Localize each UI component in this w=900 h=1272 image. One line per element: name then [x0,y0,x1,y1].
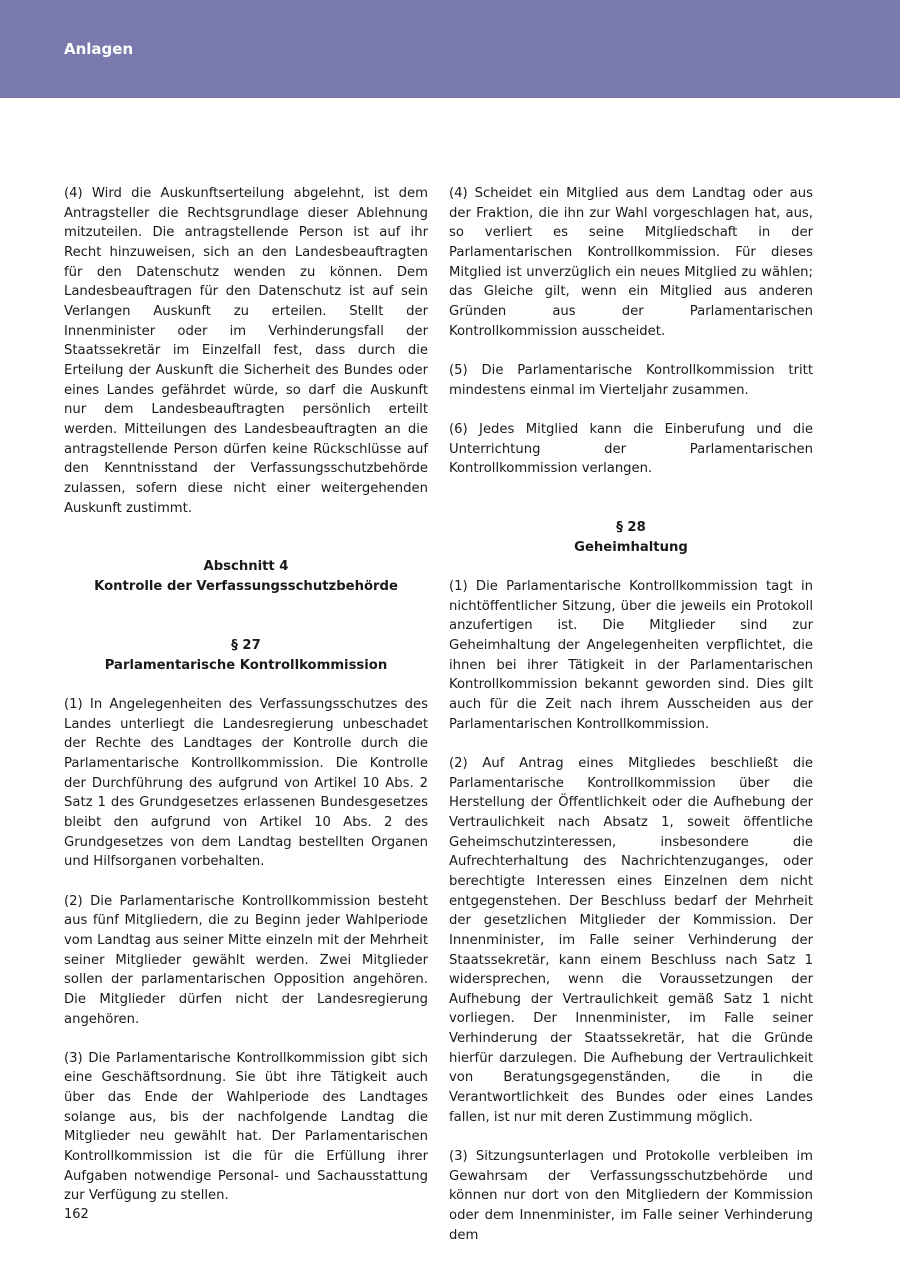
paragraph-26-4: (4) Wird die Auskunftserteilung abgelehnt, ist dem Antragsteller die Rechtsgrundlage dieser Ablehnung mitzuteilen. Die antragstellende Person ist auf ihr Recht hinzuweisen, sich an den Landesbeauftragten für den Datenschutz wenden zu können. Dem Landesbeauftragen für den Datenschutz ist auf sein Verlangen Auskunft zu erteilen. Stellt der Innenminister oder im Verhinderungsfall der Staatssekretär im Einzelfall fest, dass durch die Erteilung der Auskunft die Sicherheit des Bundes oder eines Landes gefährdet würde, so darf die Auskunft nur dem Landesbeauftragten persönlich erteilt werden. Mitteilungen des Landesbeauftragten an die antragstellende Person dürfen keine Rückschlüsse auf den Kenntnisstand der Verfassungsschutzbehörde zulassen, sofern diese nicht einer weitergehenden Auskunft zustimmt. [64,186,428,516]
paragraph-27-number: § 27 [231,638,261,654]
header-band [0,0,900,98]
paragraph-28-2: (2) Auf Antrag eines Mitgliedes beschließt die Parlamentarische Kontrollkommission über die Herstellung der Öffentlichkeit oder die Aufhebung der Vertraulichkeit nach Absatz 1, soweit öffentliche Geheimschutzinteressen, insbesondere die Aufrechterhaltung des Nachrichtenzuganges, oder berechtigte Interessen eines Einzelnen dem nicht entgegenstehen. Der Beschluss bedarf der Mehrheit der gesetzlichen Mitglieder der Kommission. Der Innenminister, im Falle seiner Verhinderung der Staatssekretär, kann einem Beschluss nach Satz 1 widersprechen, wenn die Voraussetzungen der Aufhebung der Vertraulichkeit gemäß Satz 1 nicht vorliegen. Der Innenminister, im Falle seiner Verhinderung der Staatssekretär, hat die Gründe hierfür darzulegen. Die Aufhebung der Vertraulichkeit von Beratungsgegenständen, die in die Verantwortlichkeit des Bundes oder eines Landes fallen, ist nur mit deren Zustimmung möglich. [449,755,813,1125]
left-column [64,184,428,1206]
paragraph-28-number: § 28 [616,520,646,536]
paragraph-27-heading [64,636,428,675]
paragraph-27-6: (6) Jedes Mitglied kann die Einberufung und die Unterrichtung der Parlamentarischen Kontrollkommission verlangen. [449,421,813,477]
paragraph-27-1: (1) In Angelegenheiten des Verfassungsschutzes des Landes unterliegt die Landesregierung unbeschadet der Rechte des Landtages der Kontrolle durch die Parlamentarische Kontrollkommission. Die Kontrolle der Durchführung des aufgrund von Artikel 10 Abs. 2 Satz 1 des Grundgesetzes erlassenen Bundesgesetzes bleibt den aufgrund von Artikel 10 Abs. 2 des Grundgesetzes von dem Landtag bestellten Organen und Hilfsorganen vorbehalten. [64,697,428,870]
section-title: Kontrolle der Verfassungsschutzbehörde [94,579,398,595]
page-number: 162 [64,1207,89,1222]
section-heading [64,557,428,596]
paragraph-27-3: (3) Die Parlamentarische Kontrollkommission gibt sich eine Geschäftsordnung. Sie übt ihre Tätigkeit auch über das Ende der Wahlperiode des Landtages solange aus, bis der nachfolgende Landtag die Mitglieder neu gewählt hat. Der Parlamentarischen Kontrollkommission ist die für die Erfüllung ihrer Aufgaben notwendige Personal- und Sachausstattung zur Verfügung zu stellen. [64,1050,428,1204]
section-header-title: Anlagen [64,40,134,58]
paragraph-28-3: (3) Sitzungsunterlagen und Protokolle verbleiben im Gewahrsam der Verfassungsschutzbehörde und können nur dort von den Mitgliedern der Kommission oder dem Innenminister, im Falle seiner Verhinderung dem [449,1149,813,1243]
paragraph-27-5: (5) Die Parlamentarische Kontrollkommission tritt mindestens einmal im Vierteljahr zusammen. [449,362,813,398]
paragraph-27-4: (4) Scheidet ein Mitglied aus dem Landtag oder aus der Fraktion, die ihn zur Wahl vorgeschlagen hat, aus, so verliert es seine Mitgliedschaft in der Parlamentarischen Kontrollkommission. Für dieses Mitglied ist unverzüglich ein neues Mitglied zu wählen; das Gleiche gilt, wenn ein Mitglied aus anderen Gründen aus der Parlamentarischen Kontrollkommission ausscheidet. [449,186,813,339]
paragraph-28-heading [449,518,813,557]
paragraph-27-title: Parlamentarische Kontrollkommission [104,657,388,673]
paragraph-28-title: Geheimhaltung [574,539,688,555]
paragraph-27-2: (2) Die Parlamentarische Kontrollkommission besteht aus fünf Mitgliedern, die zu Beginn jeder Wahlperiode vom Landtag aus seiner Mitte einzeln mit der Mehrheit seiner Mitglieder gewählt werden. Zwei Mitglieder sollen der parlamentarischen Opposition angehören. Die Mitglieder dürfen nicht der Landesregierung angehören. [64,893,428,1027]
section-label: Abschnitt 4 [203,559,289,575]
paragraph-28-1: (1) Die Parlamentarische Kontrollkommission tagt in nichtöffentlicher Sitzung, über die jeweils ein Protokoll anzufertigen ist. Die Mitglieder sind zur Geheimhaltung der Angelegenheiten verpflichtet, die ihnen bei ihrer Tätigkeit in der Parlamentarischen Kontrollkommission bekannt geworden sind. Dies gilt auch für die Zeit nach ihrem Ausscheiden aus der Parlamentarischen Kontrollkommission. [449,579,813,732]
right-column [449,184,813,1245]
